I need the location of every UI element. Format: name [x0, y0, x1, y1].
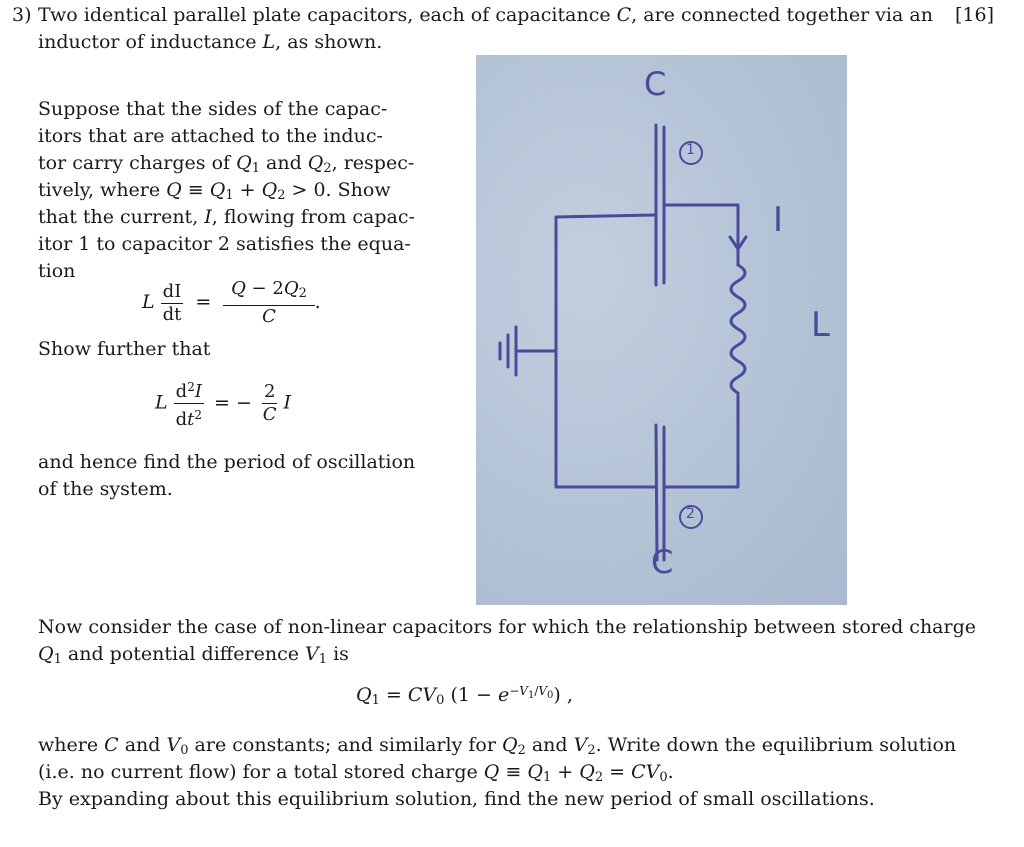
question-number: 3)	[12, 4, 32, 26]
left-wire	[556, 215, 656, 487]
intro-line-2: inductor of inductance L, as shown.	[38, 31, 383, 53]
bottom-right-wire	[664, 395, 738, 487]
para1-line6: itor 1 to capacitor 2 satisfies the equa-	[38, 233, 411, 255]
equation-2: L $\frac{d^2I}{dt^2}$ = − $\frac{2}{C}$ I	[155, 376, 291, 431]
inductor-coil	[731, 265, 745, 393]
para3-line2: of the system.	[38, 478, 173, 500]
para3-line1: and hence find the period of oscillation	[38, 451, 416, 473]
para5-line2: (i.e. no current flow) for a total stored charge $Q \equiv Q_1 + Q_2 = CV_0$.	[38, 761, 674, 785]
intro-line-1: Two identical parallel plate capacitors, each of capacitance C, are connected together via an	[38, 4, 933, 26]
para4-line2: $Q_1$ and potential difference $V_1$ is	[38, 643, 349, 667]
para1-line5: that the current, I, flowing from capac-	[38, 206, 415, 228]
ground-symbol	[500, 327, 556, 375]
label-c-bottom: C	[651, 543, 674, 581]
para5-line1: where C and $V_0$ are constants; and similarly for $Q_2$ and $V_2$. Write down the equilibrium solution	[38, 734, 957, 758]
para5-line3: By expanding about this equilibrium solution, find the new period of small oscillations.	[38, 788, 875, 810]
para4-line1: Now consider the case of non-linear capacitors for which the relationship between stored charge	[38, 616, 976, 638]
label-1: 1	[686, 142, 695, 158]
para1-line3: tor carry charges of $Q_1$ and $Q_2$, respec-	[38, 152, 415, 176]
label-c-top: C	[644, 65, 667, 103]
top-right-wire	[664, 205, 738, 265]
equation-1: L $\frac{dI}{dt}$ = $\frac{Q - 2Q_2}{C}$ .	[142, 278, 321, 327]
label-current-i: I	[773, 200, 784, 240]
circuit-diagram-photo	[476, 55, 847, 605]
current-arrow	[730, 215, 746, 249]
para1-line1: Suppose that the sides of the capac-	[38, 98, 388, 120]
marks-label: [16]	[955, 4, 995, 26]
para1-line4: tively, where $Q \equiv Q_1 + Q_2 > 0$. Show	[38, 179, 391, 203]
para1-line2: itors that are attached to the induc-	[38, 125, 383, 147]
label-2: 2	[686, 506, 695, 522]
equation-3: $Q_1 = CV_0$ $(1 - e^{-V_1/V_0})$ ,	[356, 684, 573, 708]
para2: Show further that	[38, 338, 211, 360]
label-inductor-l: L	[811, 305, 830, 345]
para1-line7: tion	[38, 260, 76, 282]
bottom-capacitor-plate-left	[656, 425, 657, 560]
